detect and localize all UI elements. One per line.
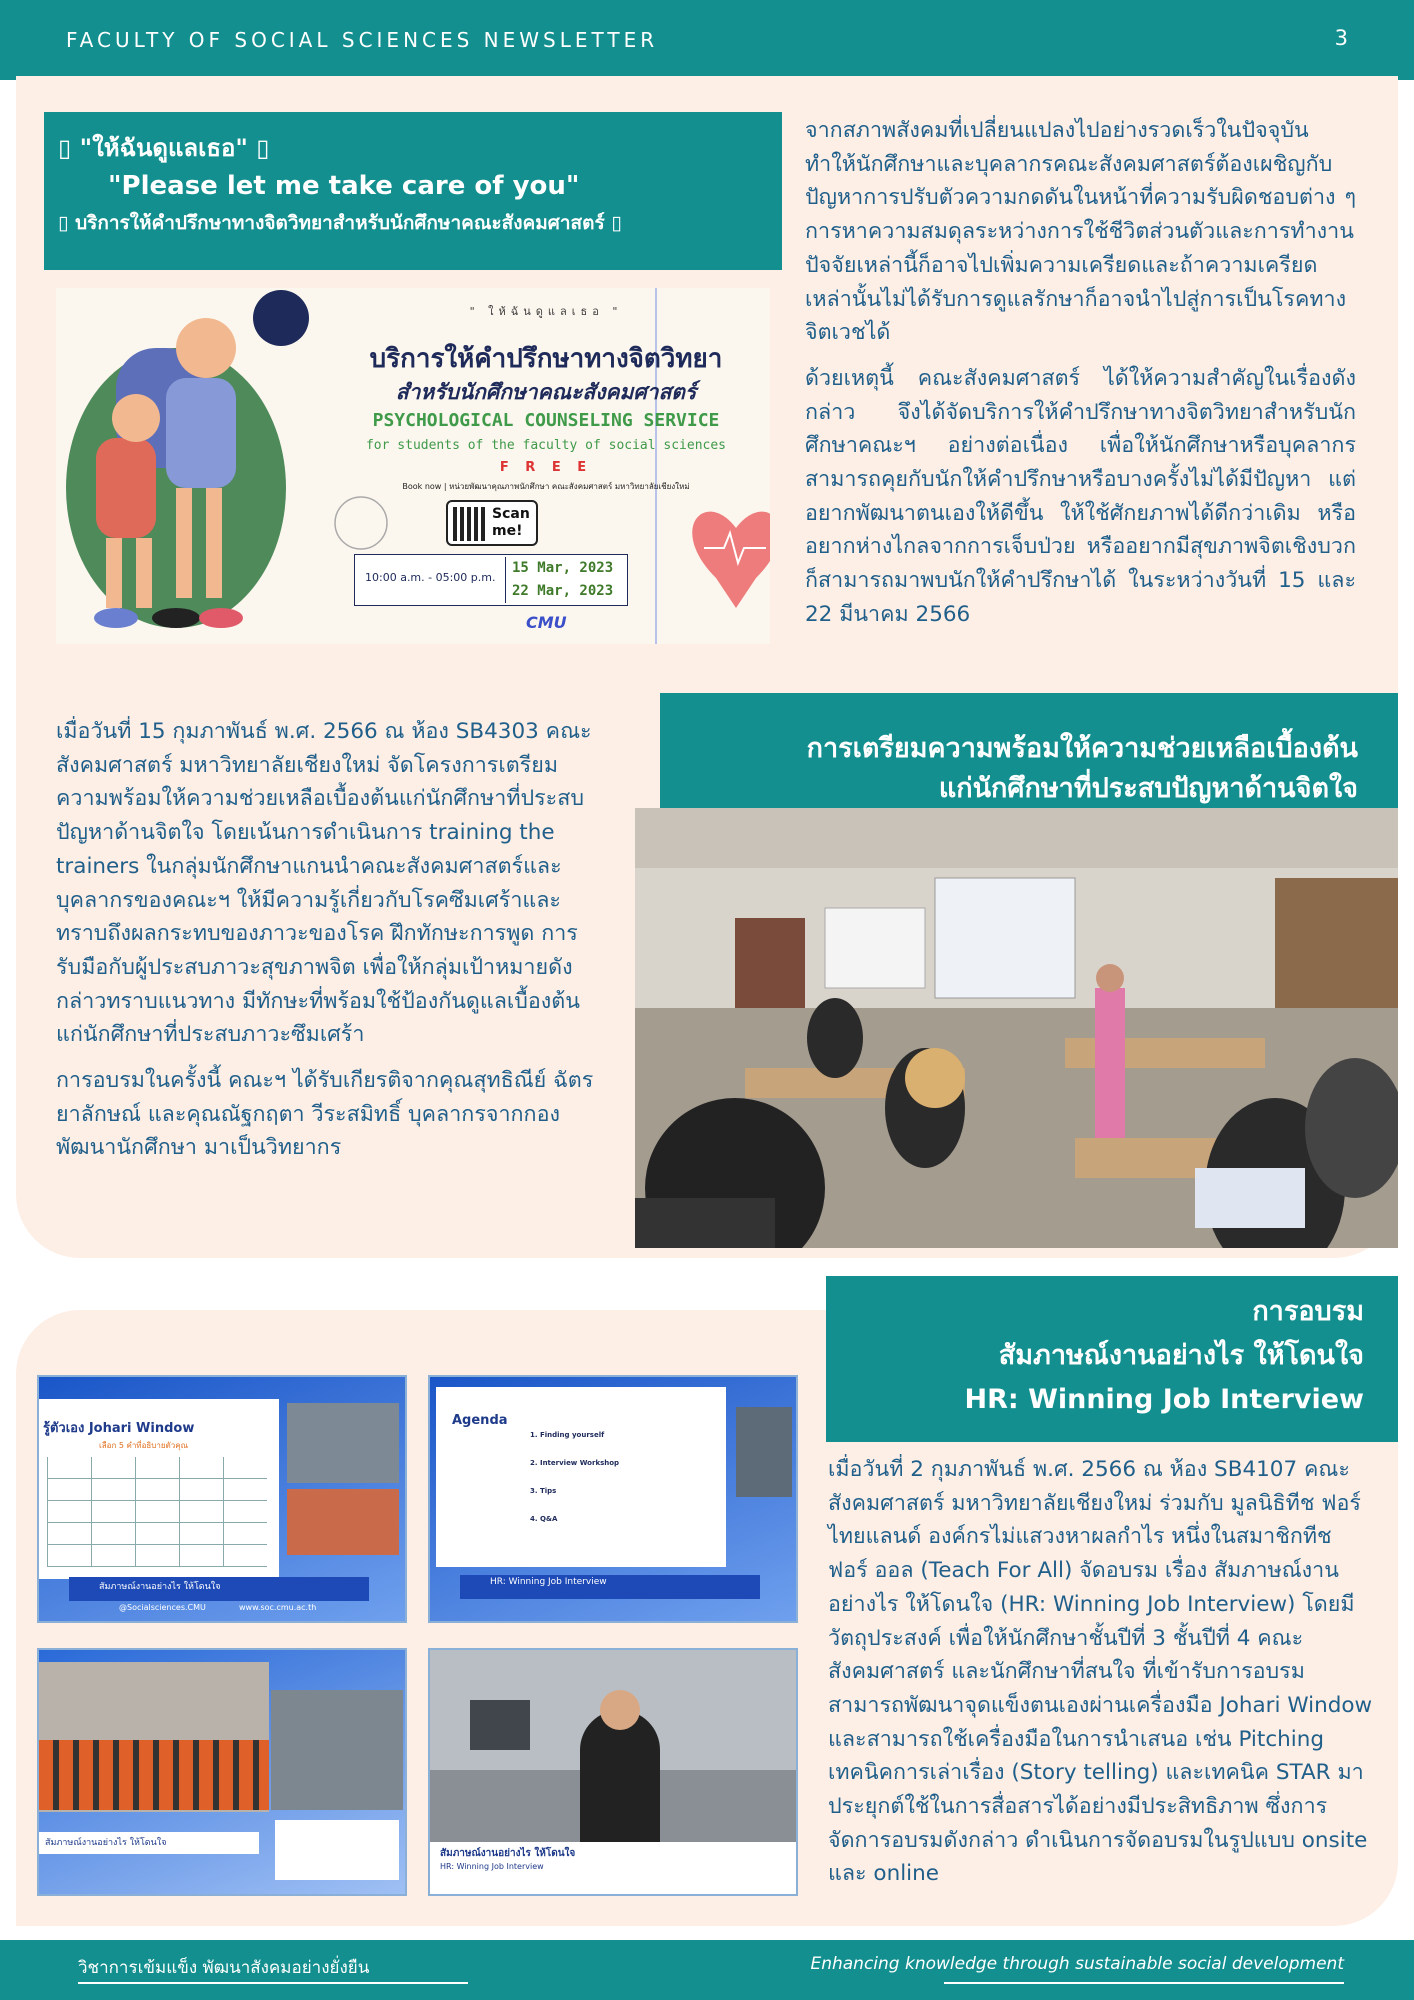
job-interview-article bbox=[828, 1453, 1373, 1903]
video-tile bbox=[287, 1489, 399, 1555]
heading-line-3: HR: Winning Job Interview bbox=[964, 1384, 1364, 1415]
heading-line-1: การเตรียมความพร้อมให้ความช่วยเหลือเบื้องต้น bbox=[806, 733, 1358, 764]
box-icon: ▯ bbox=[611, 212, 622, 234]
job-interview-heading-box bbox=[826, 1276, 1398, 1442]
article-paragraph: ด้วยเหตุนี้ คณะสังคมศาสตร์ ได้ให้ความสำคัญในเรื่องดังกล่าว จึงได้จัดบริการให้คำปรึกษาทางจิตวิทยาสำหรับนักศึกษาคณะฯ อย่างต่อเนื่อง เพื่อให้นักศึกษาหรือบุคลากรสามารถคุยกับนักให้คำปรึกษาหรือบางครั้งไม่ได้มีปัญหา แต่อยากพัฒนาตนเองให้ดีขึ้น ให้ใช้ศักยภาพได้ดีกว่าเดิม หรืออยากห่างไกลจากการเจ็บป่วย หรืออยากมีสุขภาพจิตเชิงบวกก็สามารถมาพบนักให้คำปรึกษาได้ ในระหว่างวันที่ 15 และ 22 มีนาคม 2566 bbox=[805, 365, 1356, 627]
slide-subtitle: เลือก 5 คำที่อธิบายตัวคุณ bbox=[99, 1441, 188, 1450]
video-tile bbox=[271, 1690, 403, 1810]
box-icon: ▯ bbox=[256, 134, 270, 162]
poster-title-en: PSYCHOLOGICAL COUNSELING SERVICE bbox=[372, 410, 720, 431]
counseling-poster-image bbox=[56, 288, 770, 644]
johari-window-slide-photo bbox=[37, 1375, 407, 1623]
article-paragraph: การอบรมในครั้งนี้ คณะฯ ได้รับเกียรติจากคุณสุทธิณีย์ ฉัตรยาลักษณ์ และคุณณัฐกฤตา วีระสมิทธิ์ บุคลากรจากกองพัฒนานักศึกษา มาเป็นวิทยากร bbox=[56, 1068, 594, 1161]
heading-line-3: ▯ บริการให้คำปรึกษาทางจิตวิทยาสำหรับนักศึกษาคณะสังคมศาสตร์ ▯ bbox=[58, 212, 622, 234]
slide-title: รู้ตัวเอง Johari Window bbox=[43, 1421, 195, 1436]
page-header bbox=[0, 0, 1414, 80]
slide-banner: สัมภาษณ์งานอย่างไร ให้โดนใจ bbox=[39, 1832, 259, 1854]
auditorium-seats bbox=[39, 1740, 269, 1810]
footer-divider bbox=[78, 1982, 468, 1984]
auditorium-photo bbox=[37, 1648, 407, 1896]
poster-subtitle: " ให้ฉันดูแลเธอ " bbox=[469, 305, 623, 318]
qr-scan-label: Scan me! bbox=[492, 506, 530, 539]
slide-banner: สัมภาษณ์งานอย่างไร ให้โดนใจ bbox=[440, 1848, 576, 1859]
article-paragraph: เมื่อวันที่ 2 กุมภาพันธ์ พ.ศ. 2566 ณ ห้อง SB4107 คณะสังคมศาสตร์ มหาวิทยาลัยเชียงใหม่ ร่วมกับ มูลนิธิทีช ฟอร์ ไทยแลนด์ องค์กรไม่แสวงหาผลกำไร หนึ่งในสมาชิกทีช ฟอร์ ออล (Teach For All) จัดอบรม เรื่อง สัมภาษณ์งานอย่างไร ให้โดนใจ (HR: Winning Job Interview) โดยมีวัตถุประสงค์ เพื่อให้นักศึกษาชั้นปีที่ 3 ชั้นปีที่ 4 คณะสังคมศาสตร์ และนักศึกษาที่สนใจ ที่เข้ารับการอบรมสามารถพัฒนาจุดแข็งตนเองผ่านเครื่องมือ Johari Window และสามารถใช้เครื่องมือในการนำเสนอ เช่น Pitching เทคนิคการเล่าเรื่อง (Story telling) และเทคนิค STAR มาประยุกต์ใช้ในการสื่อสารได้อย่างมีประสิทธิภาพ ซึ่งการจัดการอบรมดังกล่าว ดำเนินการจัดอบรมในรูปแบบ onsite และ online bbox=[828, 1457, 1373, 1887]
video-tile bbox=[736, 1407, 792, 1497]
agenda-title: Agenda bbox=[452, 1413, 508, 1428]
newsletter-title: FACULTY OF SOCIAL SCIENCES NEWSLETTER bbox=[66, 28, 659, 52]
classroom-training-photo bbox=[635, 808, 1398, 1248]
speaker-photo bbox=[428, 1648, 798, 1896]
footer-slogan-th: วิชาการเข้มแข็ง พัฒนาสังคมอย่างยั่งยืน bbox=[78, 1958, 370, 1978]
counseling-heading-box bbox=[44, 112, 782, 270]
heading-line-2: สัมภาษณ์งานอย่างไร ให้โดนใจ bbox=[998, 1340, 1364, 1371]
article-paragraph: จากสภาพสังคมที่เปลี่ยนแปลงไปอย่างรวดเร็วในปัจจุบัน ทำให้นักศึกษาและบุคลากรคณะสังคมศาสตร์ต้องเผชิญกับปัญหาการปรับตัวความกดดันในหน้าที่ความรับผิดชอบต่าง ๆ การหาความสมดุลระหว่างการใช้ชีวิตส่วนตัวและการทำงาน ปัจจัยเหล่านี้ก็อาจไปเพิ่มความเครียดและถ้าความเครียดเหล่านั้นไม่ได้รับการดูแลรักษาก็อาจนำไปสู่การเป็นโรคทางจิตเวชได้ bbox=[805, 118, 1356, 346]
poster-title-th: บริการให้คำปรึกษาทางจิตวิทยา bbox=[369, 344, 723, 374]
qr-code bbox=[446, 500, 538, 546]
poster-time: 10:00 a.m. - 05:00 p.m. bbox=[365, 571, 496, 584]
heading-line-2: "Please let me take care of you" bbox=[108, 171, 580, 201]
page-number: 3 bbox=[1334, 26, 1348, 50]
page-footer bbox=[0, 1940, 1414, 2000]
slide-banner-en: HR: Winning Job Interview bbox=[440, 1862, 544, 1871]
heading-line-1: ▯ "ให้ฉันดูแลเธอ" ▯ bbox=[58, 134, 270, 162]
facebook-label: @Socialsciences.CMU bbox=[119, 1603, 206, 1612]
box-icon: ▯ bbox=[58, 134, 72, 162]
slide-banner: สัมภาษณ์งานอย่างไร ให้โดนใจ bbox=[69, 1577, 369, 1601]
heading-line-1: การอบรม bbox=[1252, 1296, 1364, 1327]
article-paragraph: เมื่อวันที่ 15 กุมภาพันธ์ พ.ศ. 2566 ณ ห้อง SB4303 คณะสังคมศาสตร์ มหาวิทยาลัยเชียงใหม่ จัดโครงการเตรียมความพร้อมให้ความช่วยเหลือเบื้องต้นแก่นักศึกษาที่ประสบปัญหาด้านจิตใจ โดยเน้นการดำเนินการ training the trainers ในกลุ่มนักศึกษาแกนนำคณะสังคมศาสตร์และบุคลากรของคณะฯ ให้มีความรู้เกี่ยวกับโรคซึมเศร้าและทราบถึงผลกระทบของภาวะของโรค ฝึกทักษะการพูด การรับมือกับผู้ประสบภาวะสุขภาพจิต เพื่อให้กลุ่มเป้าหมายดังกล่าวทราบแนวทาง มีทักษะที่พร้อมใช้ป้องกันดูแลเบื้องต้นแก่นักศึกษาที่ประสบภาวะซึมเศร้า bbox=[56, 719, 592, 1048]
agenda-list: 1. Finding yourself 2. Interview Workshop 3. Tips 4. Q&A bbox=[530, 1431, 620, 1523]
classroom-photo-illustration bbox=[635, 808, 1398, 1248]
cmu-logo: CMU bbox=[526, 613, 567, 632]
slide-banner: HR: Winning Job Interview bbox=[460, 1575, 760, 1599]
poster-subtitle-th: สำหรับนักศึกษาคณะสังคมศาสตร์ bbox=[395, 380, 697, 404]
footer-slogan-en: Enhancing knowledge through sustainable social development bbox=[810, 1954, 1344, 1974]
footer-divider bbox=[944, 1982, 1344, 1984]
heading-line-2: แก่นักศึกษาที่ประสบปัญหาด้านจิตใจ bbox=[938, 773, 1358, 804]
poster-datebox bbox=[354, 554, 628, 606]
first-aid-article bbox=[56, 715, 606, 1177]
word-grid bbox=[47, 1457, 267, 1567]
poster-subtitle-en: for students of the faculty of social sciences bbox=[365, 438, 727, 453]
counseling-article bbox=[805, 114, 1356, 644]
box-icon: ▯ bbox=[58, 212, 69, 234]
poster-free: F R E E bbox=[499, 460, 593, 475]
poster-dates: 15 Mar, 2023 22 Mar, 2023 bbox=[505, 557, 613, 603]
poster-book-now: Book now | หน่วยพัฒนาคุณภาพนักศึกษา คณะสังคมศาสตร์ มหาวิทยาลัยเชียงใหม่ bbox=[402, 482, 690, 491]
chat-panel bbox=[275, 1820, 399, 1880]
agenda-slide-photo bbox=[428, 1375, 798, 1623]
monitor bbox=[470, 1700, 530, 1750]
video-tile bbox=[287, 1403, 399, 1483]
qr-code-icon bbox=[453, 507, 487, 541]
website-label: www.soc.cmu.ac.th bbox=[239, 1603, 317, 1612]
